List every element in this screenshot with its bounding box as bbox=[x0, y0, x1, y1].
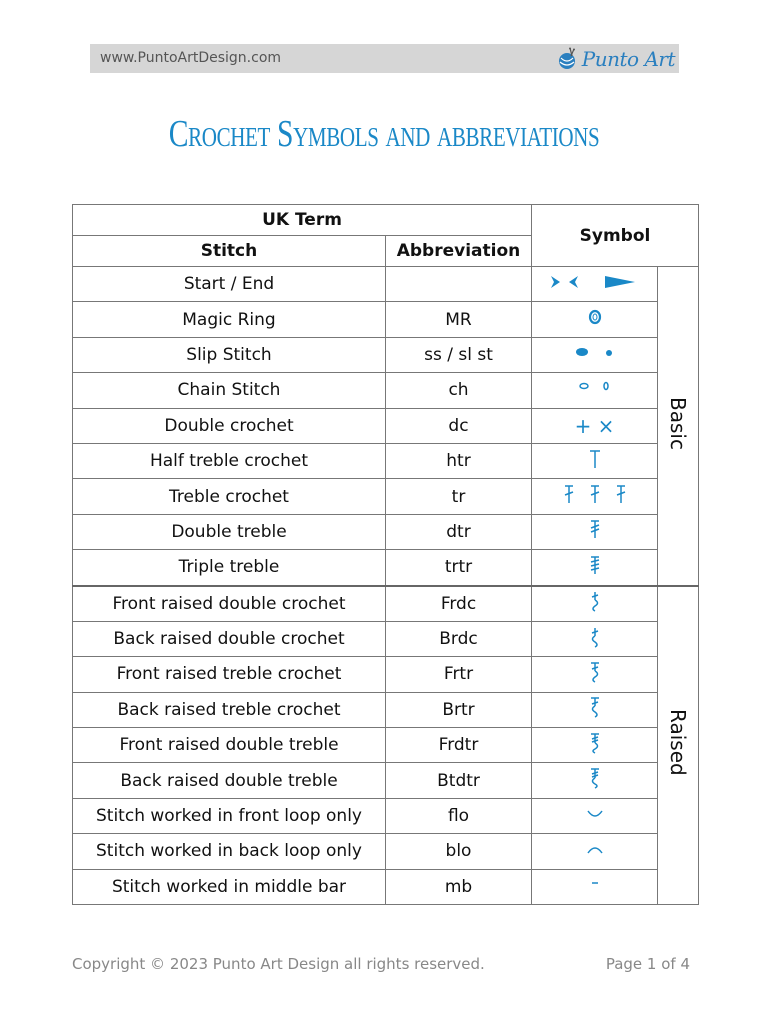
abbr-cell: flo bbox=[386, 798, 532, 833]
symbol-cell bbox=[532, 302, 658, 337]
table-row bbox=[73, 443, 699, 478]
abbr-cell: ss / sl st bbox=[386, 337, 532, 372]
yarn-ball-icon bbox=[556, 47, 580, 71]
abbr-cell: mb bbox=[386, 869, 532, 904]
abbreviation-header: Abbreviation bbox=[386, 236, 532, 267]
abbr-cell: tr bbox=[386, 479, 532, 514]
header-bar bbox=[90, 44, 679, 73]
table-row bbox=[73, 798, 699, 833]
table-row bbox=[73, 621, 699, 656]
symbols-table bbox=[72, 204, 699, 905]
stitch-cell: Stitch worked in front loop only bbox=[73, 798, 386, 833]
abbr-cell: htr bbox=[386, 443, 532, 478]
abbr-cell: blo bbox=[386, 834, 532, 869]
abbr-cell: MR bbox=[386, 302, 532, 337]
table-row bbox=[73, 763, 699, 798]
abbr-cell: ch bbox=[386, 373, 532, 408]
symbol-cell bbox=[532, 337, 658, 372]
magic-ring-icon bbox=[585, 308, 605, 326]
table-row bbox=[73, 692, 699, 727]
brand-logo bbox=[556, 45, 675, 72]
symbol-cell bbox=[532, 550, 658, 586]
back-loop-icon bbox=[583, 840, 607, 858]
back-raised-tr-icon bbox=[585, 696, 605, 718]
abbr-cell: dtr bbox=[386, 514, 532, 549]
symbol-cell bbox=[532, 267, 658, 302]
stitch-cell: Double crochet bbox=[73, 408, 386, 443]
page-title: Crochet Symbols and abbreviations bbox=[168, 113, 600, 155]
symbol-cell bbox=[532, 798, 658, 833]
abbr-cell: dc bbox=[386, 408, 532, 443]
double-treble-icon bbox=[585, 518, 605, 540]
front-loop-icon bbox=[583, 805, 607, 823]
stitch-cell: Chain Stitch bbox=[73, 373, 386, 408]
stitch-cell: Back raised treble crochet bbox=[73, 692, 386, 727]
site-url[interactable]: www.PuntoArtDesign.com bbox=[100, 50, 282, 66]
stitch-cell: Slip Stitch bbox=[73, 337, 386, 372]
stitch-cell: Front raised double treble bbox=[73, 728, 386, 763]
symbol-cell bbox=[532, 728, 658, 763]
symbol-cell bbox=[532, 834, 658, 869]
abbr-cell: Frdtr bbox=[386, 728, 532, 763]
middle-bar-icon bbox=[585, 875, 605, 893]
table-row bbox=[73, 728, 699, 763]
basic-group-cell bbox=[658, 267, 699, 586]
table-row bbox=[73, 302, 699, 337]
treble-crochet-icon bbox=[555, 483, 635, 505]
symbol-cell bbox=[532, 763, 658, 798]
footer-copyright: Copyright © 2023 Punto Art Design all rights reserved. bbox=[72, 955, 485, 973]
table-row bbox=[73, 267, 699, 302]
table-row bbox=[73, 337, 699, 372]
half-treble-icon bbox=[585, 448, 605, 470]
back-raised-dc-icon bbox=[585, 626, 605, 648]
slip-stitch-dots-icon bbox=[570, 343, 620, 361]
stitch-header: Stitch bbox=[73, 236, 386, 267]
front-raised-dtr-icon bbox=[585, 732, 605, 754]
abbr-cell: Frdc bbox=[386, 586, 532, 622]
symbol-cell bbox=[532, 586, 658, 622]
chain-stitch-ovals-icon bbox=[570, 379, 620, 397]
logo-text: Punto Art bbox=[581, 46, 675, 71]
stitch-cell: Half treble crochet bbox=[73, 443, 386, 478]
symbol-cell bbox=[532, 373, 658, 408]
symbol-cell bbox=[532, 621, 658, 656]
stitch-cell: Triple treble bbox=[73, 550, 386, 586]
stitch-cell: Front raised treble crochet bbox=[73, 657, 386, 692]
table-row bbox=[73, 373, 699, 408]
symbol-cell bbox=[532, 514, 658, 549]
triple-treble-icon bbox=[585, 554, 605, 576]
group-label-raised: Raised bbox=[666, 709, 690, 777]
stitch-cell: Magic Ring bbox=[73, 302, 386, 337]
raised-group-cell bbox=[658, 586, 699, 905]
uk-term-header: UK Term bbox=[73, 205, 532, 236]
symbol-cell bbox=[532, 869, 658, 904]
stitch-cell: Stitch worked in middle bar bbox=[73, 869, 386, 904]
abbr-cell: Btdtr bbox=[386, 763, 532, 798]
abbr-cell: Brdc bbox=[386, 621, 532, 656]
front-raised-dc-icon bbox=[585, 590, 605, 612]
symbol-header: Symbol bbox=[532, 205, 699, 267]
abbr-cell bbox=[386, 267, 532, 302]
stitch-cell: Treble crochet bbox=[73, 479, 386, 514]
stitch-cell: Stitch worked in back loop only bbox=[73, 834, 386, 869]
table-row bbox=[73, 586, 699, 622]
stitch-cell: Double treble bbox=[73, 514, 386, 549]
table-row bbox=[73, 408, 699, 443]
start-end-arrows-icon bbox=[545, 273, 645, 291]
table-row bbox=[73, 550, 699, 586]
page-number: Page 1 of 4 bbox=[605, 955, 690, 973]
front-raised-tr-icon bbox=[585, 661, 605, 683]
symbol-cell bbox=[532, 479, 658, 514]
abbr-cell: trtr bbox=[386, 550, 532, 586]
table-row bbox=[73, 479, 699, 514]
stitch-cell: Back raised double crochet bbox=[73, 621, 386, 656]
symbol-cell bbox=[532, 692, 658, 727]
stitch-cell: Front raised double crochet bbox=[73, 586, 386, 622]
symbol-cell: + × bbox=[532, 408, 658, 443]
stitch-cell: Back raised double treble bbox=[73, 763, 386, 798]
table-row bbox=[73, 834, 699, 869]
back-raised-dtr-icon bbox=[585, 767, 605, 789]
table-row bbox=[73, 514, 699, 549]
symbol-cell bbox=[532, 657, 658, 692]
symbol-cell bbox=[532, 443, 658, 478]
stitch-cell: Start / End bbox=[73, 267, 386, 302]
table-row bbox=[73, 657, 699, 692]
group-label-basic: Basic bbox=[666, 396, 690, 450]
abbr-cell: Brtr bbox=[386, 692, 532, 727]
abbr-cell: Frtr bbox=[386, 657, 532, 692]
table-row bbox=[73, 869, 699, 904]
